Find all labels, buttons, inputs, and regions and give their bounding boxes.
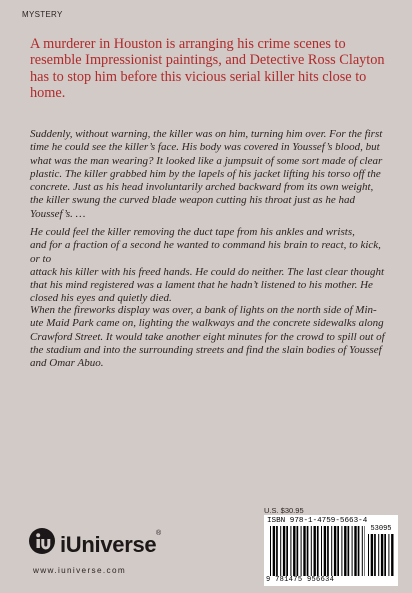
excerpt-line: closed his eyes and quietly died. bbox=[30, 292, 172, 305]
barcode-bar bbox=[307, 526, 309, 576]
barcode-bar bbox=[270, 526, 271, 576]
barcode-bar bbox=[344, 526, 346, 576]
publisher-website: www.iuniverse.com bbox=[33, 566, 127, 575]
publisher-name: iUniverse bbox=[60, 532, 157, 557]
excerpt-line: He could feel the killer removing the duct tape from his ankles and wrists, bbox=[30, 226, 355, 238]
barcode-bar bbox=[365, 526, 366, 576]
excerpt-line: what was the man wearing? It looked like a jumpsuit of some sort made of clear bbox=[30, 154, 383, 167]
barcode-bar bbox=[286, 526, 288, 576]
excerpt-line: Suddenly, without warning, the killer was on him, turning him over. For the first bbox=[30, 128, 383, 140]
excerpt-line: When the fireworks display was over, a bank of lights on the north side of Min- bbox=[30, 304, 377, 316]
barcode-bar bbox=[273, 526, 275, 576]
excerpt-line: ute Maid Park came on, lighting the walkways and the concrete sidewalks along bbox=[30, 317, 384, 330]
barcode-bar bbox=[352, 526, 353, 576]
excerpt-line: and for a fraction of a second he wanted to command his brain to react, to kick, or to bbox=[30, 239, 381, 265]
barcode-bar bbox=[314, 526, 316, 576]
barcode-bar bbox=[331, 526, 332, 576]
excerpt-line: attack his killer with his freed hands. He could do neither. The last clear thought bbox=[30, 265, 384, 278]
excerpt-paragraph-3 bbox=[30, 304, 386, 370]
excerpt-line: Crawford Street. It would take another eight minutes for the crowd to spill out of bbox=[30, 330, 385, 343]
barcode-bar bbox=[290, 526, 291, 576]
barcode-bar bbox=[341, 526, 342, 576]
isbn-number: ISBN 978-1-4759-5663-4 bbox=[267, 517, 368, 525]
iuniverse-mark-icon bbox=[28, 527, 56, 555]
barcode-bar bbox=[391, 534, 393, 576]
excerpt-paragraph-1 bbox=[30, 128, 386, 221]
excerpt-line: concrete. Just as his head involuntarily arched backward from its own weight, bbox=[30, 181, 374, 194]
barcode-bar bbox=[327, 526, 329, 576]
barcode-bar bbox=[381, 534, 383, 576]
category-label: MYSTERY bbox=[22, 10, 63, 19]
excerpt-line: the stadium and into the surrounding streets and find the slain bodies of Youssef bbox=[30, 343, 382, 356]
barcode-bar bbox=[276, 526, 278, 576]
barcode-bar bbox=[311, 526, 312, 576]
barcode-bar bbox=[368, 534, 369, 576]
barcode-bar bbox=[348, 526, 350, 576]
registered-mark: ® bbox=[156, 530, 162, 537]
barcode-bar bbox=[371, 534, 373, 576]
barcode-bar bbox=[280, 526, 281, 576]
addon-barcode-bars bbox=[368, 534, 394, 576]
barcode-bar bbox=[358, 526, 360, 576]
excerpt-paragraph-2 bbox=[30, 226, 386, 306]
barcode-bar bbox=[374, 534, 376, 576]
barcode-bar bbox=[337, 526, 339, 576]
excerpt-line: time he could see the killer’s face. His body was covered in Youssef’s blood, but bbox=[30, 141, 380, 154]
barcode-bar bbox=[303, 526, 305, 576]
barcode-bar bbox=[334, 526, 336, 576]
barcode-bar bbox=[378, 534, 379, 576]
ean-digits: 9 781475 956634 bbox=[266, 576, 335, 584]
barcode-bar bbox=[324, 526, 326, 576]
barcode-bar bbox=[297, 526, 299, 576]
excerpt-line: Youssef’s. … bbox=[30, 207, 86, 220]
barcode-bar bbox=[293, 526, 295, 576]
excerpt-line: the killer swung the curved blade weapon cutting his throat just as he had bbox=[30, 194, 355, 207]
excerpt-line: plastic. The killer grabbed him by the lapels of his jacket lifting his torso off the bbox=[30, 167, 381, 180]
tagline: A murderer in Houston is arranging his crime scenes to resemble Impressionist paintings, and Detective Ross Clayton has to stop him before this vicious serial killer hits close to home. bbox=[30, 36, 385, 102]
barcode-bar bbox=[384, 534, 386, 576]
barcode-bar bbox=[321, 526, 322, 576]
price-addon-digits: 53095 bbox=[370, 525, 392, 533]
barcode-bar bbox=[362, 526, 363, 576]
excerpt-line: that his mind registered was a lament that he hadn’t listened to his mother. He bbox=[30, 279, 373, 292]
publisher-logo bbox=[28, 527, 228, 563]
barcode-bar bbox=[354, 526, 356, 576]
barcode-bar bbox=[317, 526, 319, 576]
barcode-bar bbox=[283, 526, 285, 576]
barcode-bar bbox=[388, 534, 389, 576]
excerpt-line: and Omar Abuo. bbox=[30, 357, 104, 370]
ean-barcode-bars bbox=[270, 526, 365, 576]
isbn-barcode bbox=[264, 515, 398, 586]
barcode-bar bbox=[301, 526, 302, 576]
price-label: U.S. $30.95 bbox=[264, 506, 304, 515]
